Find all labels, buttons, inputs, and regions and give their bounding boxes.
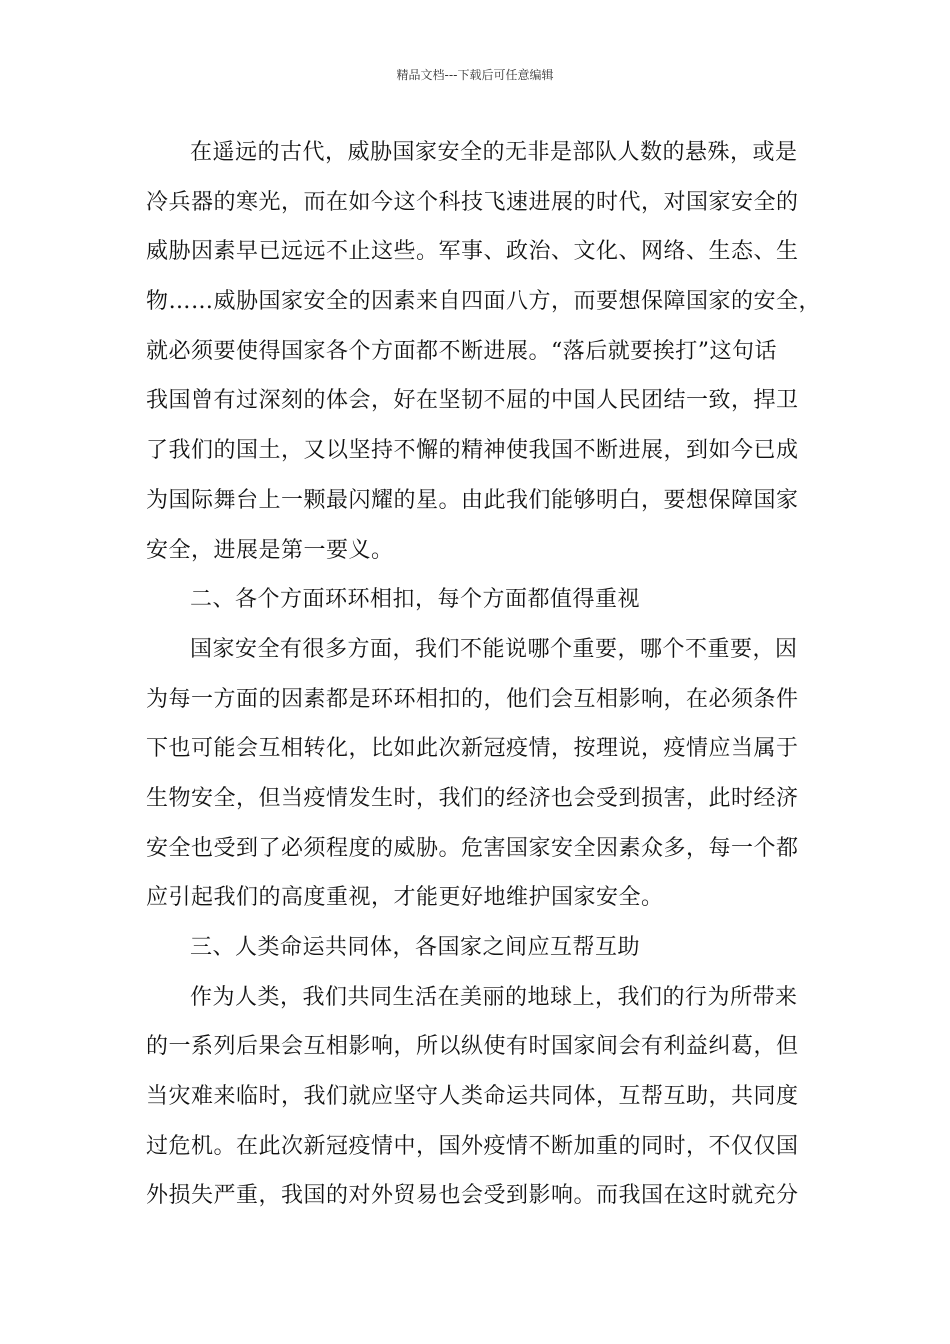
paragraph-line: 我国曾有过深刻的体会，好在坚韧不屈的中国人民团结一致，捍卫 bbox=[146, 388, 799, 414]
paragraph-line: 安全，进展是第一要义。 bbox=[146, 537, 394, 563]
paragraph-line: 生物安全，但当疫情发生时，我们的经济也会受到损害，此时经济 bbox=[146, 785, 799, 811]
paragraph-line: 威胁因素早已远远不止这些。军事、政治、文化、网络、生态、生 bbox=[146, 239, 799, 265]
page-header: 精品文档---下载后可任意编辑 bbox=[396, 68, 554, 82]
document-body bbox=[146, 128, 822, 1221]
paragraph-line: 为每一方面的因素都是环环相扣的，他们会互相影响，在必须条件 bbox=[146, 686, 799, 712]
paragraph-line: 外损失严重，我国的对外贸易也会受到影响。而我国在这时就充分 bbox=[146, 1183, 799, 1209]
paragraph-line: 为国际舞台上一颗最闪耀的星。由此我们能够明白，要想保障国家 bbox=[146, 487, 799, 513]
section-heading: 三、人类命运共同体，各国家之间应互帮互助 bbox=[190, 935, 641, 960]
paragraph-line: 安全也受到了必须程度的威胁。危害国家安全因素众多，每一个都 bbox=[146, 835, 799, 861]
paragraph-line: 作为人类，我们共同生活在美丽的地球上，我们的行为所带来 bbox=[190, 984, 798, 1010]
paragraph-line: 物……威胁国家安全的因素来自四面八方，而要想保障国家的安全， bbox=[146, 289, 822, 315]
paragraph-line: 过危机。在此次新冠疫情中，国外疫情不断加重的同时，不仅仅国 bbox=[146, 1133, 799, 1159]
paragraph-line: 就必须要使得国家各个方面都不断进展。“落后就要挨打”这句话 bbox=[146, 338, 777, 364]
section-heading: 二、各个方面环环相扣，每个方面都值得重视 bbox=[190, 587, 641, 613]
paragraph-line: 国家安全有很多方面，我们不能说哪个重要，哪个不重要，因 bbox=[190, 636, 798, 662]
paragraph-line: 下也可能会互相转化，比如此次新冠疫情，按理说，疫情应当属于 bbox=[146, 736, 799, 762]
paragraph-line: 在遥远的古代，威胁国家安全的无非是部队人数的悬殊，或是 bbox=[190, 140, 798, 165]
paragraph-line: 当灾难来临时，我们就应坚守人类命运共同体，互帮互助，共同度 bbox=[146, 1084, 799, 1110]
paragraph-line: 了我们的国土，又以坚持不懈的精神使我国不断进展，到如今已成 bbox=[146, 438, 799, 464]
paragraph-line: 冷兵器的寒光，而在如今这个科技飞速进展的时代，对国家安全的 bbox=[146, 189, 799, 215]
paragraph-line: 的一系列后果会互相影响，所以纵使有时国家间会有利益纠葛，但 bbox=[146, 1034, 799, 1060]
paragraph-line: 应引起我们的高度重视，才能更好地维护国家安全。 bbox=[146, 885, 664, 911]
